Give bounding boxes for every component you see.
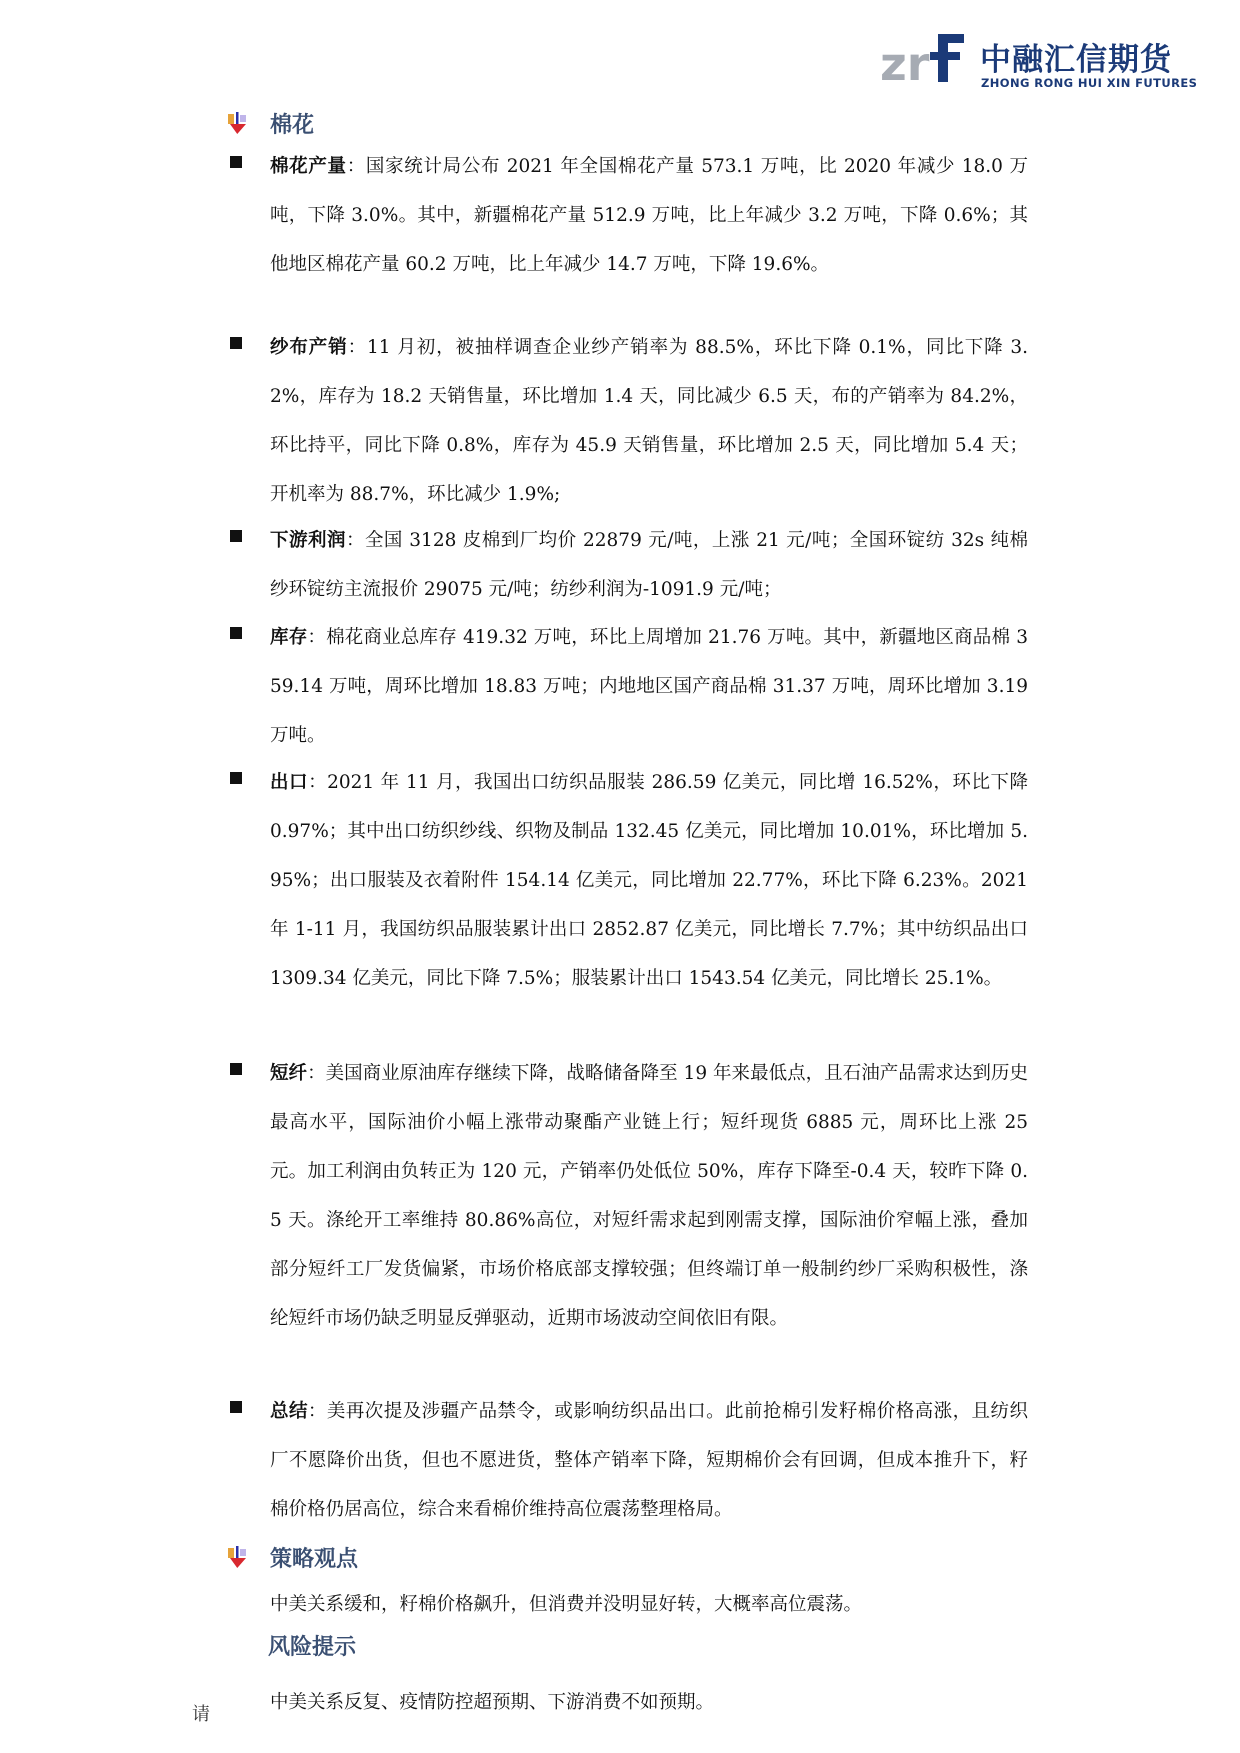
- list-item-summary: [228, 1387, 1028, 1534]
- square-bullet-icon: [230, 1063, 242, 1075]
- logo-en-name: ZHONG RONG HUI XIN FUTURES: [981, 76, 1198, 90]
- item-label: 库存: [270, 627, 308, 648]
- item-text: ：全国 3128 皮棉到厂均价 22879 元/吨，上涨 21 元/吨；全国环锭纺 32s 纯棉纱环锭纺主流报价 29075 元/吨；纺纱利润为-1091.9 元/吨；: [270, 530, 1028, 600]
- list-item-cotton-output: [228, 142, 1028, 289]
- list-item-yarn-cloth: [228, 323, 1028, 519]
- section-title-risk: 风险提示: [268, 1635, 357, 1660]
- item-label: 出口: [270, 772, 309, 793]
- square-bullet-icon: [230, 337, 242, 349]
- list-item-export: [228, 758, 1028, 1003]
- item-text: ：11 月初，被抽样调查企业纱产销率为 88.5%，环比下降 0.1%，同比下降 3.2%，库存为 18.2 天销售量，环比增加 1.4 天，同比减少 6.5 天，布的产销率为 84.2%，环比持平，同比下降 0.8%，库存为 45.9 天销售量，环比增加 2.5 天，同比增加 5.4 天；开机率为 88.7%，环比减少 1.9%;: [270, 337, 1028, 505]
- item-label: 总结: [270, 1401, 308, 1422]
- list-item-staple-fiber: [228, 1049, 1028, 1343]
- item-text: ：国家统计局公布 2021 年全国棉花产量 573.1 万吨，比 2020 年减少 18.0 万吨，下降 3.0%。其中，新疆棉花产量 512.9 万吨，比上年减少 3.2 万吨，下降 0.6%；其他地区棉花产量 60.2 万吨，比上年减少 14.7 万吨，下降 19.6%。: [270, 156, 1028, 275]
- item-label: 下游利润: [270, 530, 346, 551]
- arrow-marker-icon: [224, 1544, 250, 1570]
- footer-fragment: 请: [192, 1704, 210, 1725]
- item-text: ：美国商业原油库存继续下降，战略储备降至 19 年来最低点，且石油产品需求达到历史最高水平，国际油价小幅上涨带动聚酯产业链上行；短纤现货 6885 元，周环比上涨 25 元。加工利润由负转正为 120 元，产销率仍处低位 50%，库存下降至-0.4 天，较昨下降 0.5 天。涤纶开工率维持 80.86%高位，对短纤需求起到刚需支撑，国际油价窄幅上涨，叠加部分短纤工厂发货偏紧，市场价格底部支撑较强；但终端订单一般制约纱厂采购积极性，涤纶短纤市场仍缺乏明显反弹驱动，近期市场波动空间依旧有限。: [270, 1063, 1028, 1329]
- item-text: ：美再次提及涉疆产品禁令，或影响纺织品出口。此前抢棉引发籽棉价格高涨，且纺织厂不愿降价出货，但也不愿进货，整体产销率下降，短期棉价会有回调，但成本推升下，籽棉价格仍居高位，综合来看棉价维持高位震荡整理格局。: [270, 1401, 1028, 1520]
- square-bullet-icon: [230, 772, 242, 784]
- item-label: 短纤: [270, 1063, 308, 1084]
- item-label: 纱布产销: [270, 337, 348, 358]
- logo-cn-name: 中融汇信期货: [980, 42, 1172, 78]
- list-item-downstream-profit: [228, 516, 1028, 614]
- item-label: 棉花产量: [270, 156, 347, 177]
- svg-text:zr: zr: [880, 37, 930, 91]
- square-bullet-icon: [230, 530, 242, 542]
- risk-text: 中美关系反复、疫情防控超预期、下游消费不如预期。: [270, 1692, 715, 1713]
- list-item-inventory: [228, 613, 1028, 760]
- square-bullet-icon: [230, 156, 242, 168]
- company-logo: [880, 28, 1210, 98]
- square-bullet-icon: [230, 1401, 242, 1413]
- znf-logo-icon: [880, 28, 970, 92]
- arrow-marker-icon: [224, 110, 250, 136]
- item-text: ：2021 年 11 月，我国出口纺织品服装 286.59 亿美元，同比增 16.52%，环比下降 0.97%；其中出口纺织纱线、织物及制品 132.45 亿美元，同比增加 10.01%，环比增加 5.95%；出口服装及衣着附件 154.14 亿美元，同比增加 22.77%，环比下降 6.23%。2021 年 1-11 月，我国纺织品服装累计出口 2852.87 亿美元，同比增长 7.7%；其中纺织品出口 1309.34 亿美元，同比下降 7.5%；服装累计出口 1543.54 亿美元，同比增长 25.1%。: [270, 772, 1028, 989]
- item-text: ：棉花商业总库存 419.32 万吨，环比上周增加 21.76 万吨。其中，新疆地区商品棉 359.14 万吨，周环比增加 18.83 万吨；内地地区国产商品棉 31.37 万吨，周环比增加 3.19 万吨。: [270, 627, 1028, 746]
- square-bullet-icon: [230, 627, 242, 639]
- strategy-text: 中美关系缓和，籽棉价格飙升，但消费并没明显好转，大概率高位震荡。: [270, 1594, 863, 1615]
